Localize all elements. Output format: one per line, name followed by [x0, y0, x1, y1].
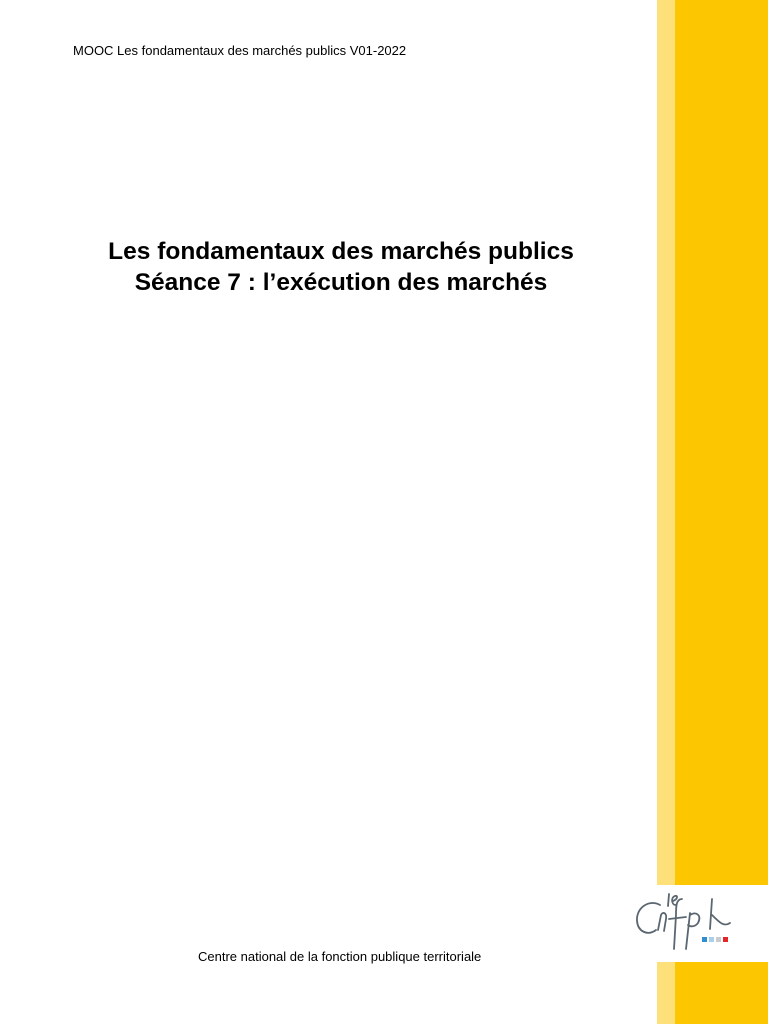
decorative-band-dark: [675, 0, 768, 1024]
document-header: MOOC Les fondamentaux des marchés publics V01-2022: [73, 43, 407, 58]
organization-name: Centre national de la fonction publique territoriale: [198, 949, 482, 964]
cnfpt-logo: [616, 885, 768, 962]
decorative-band-light: [657, 0, 675, 1024]
cnfpt-logo-icon: [616, 885, 768, 962]
document-title: [40, 236, 642, 298]
title-line-2: Séance 7 : l’exécution des marchés: [134, 269, 548, 296]
title-line-1: Les fondamentaux des marchés publics: [108, 238, 574, 265]
